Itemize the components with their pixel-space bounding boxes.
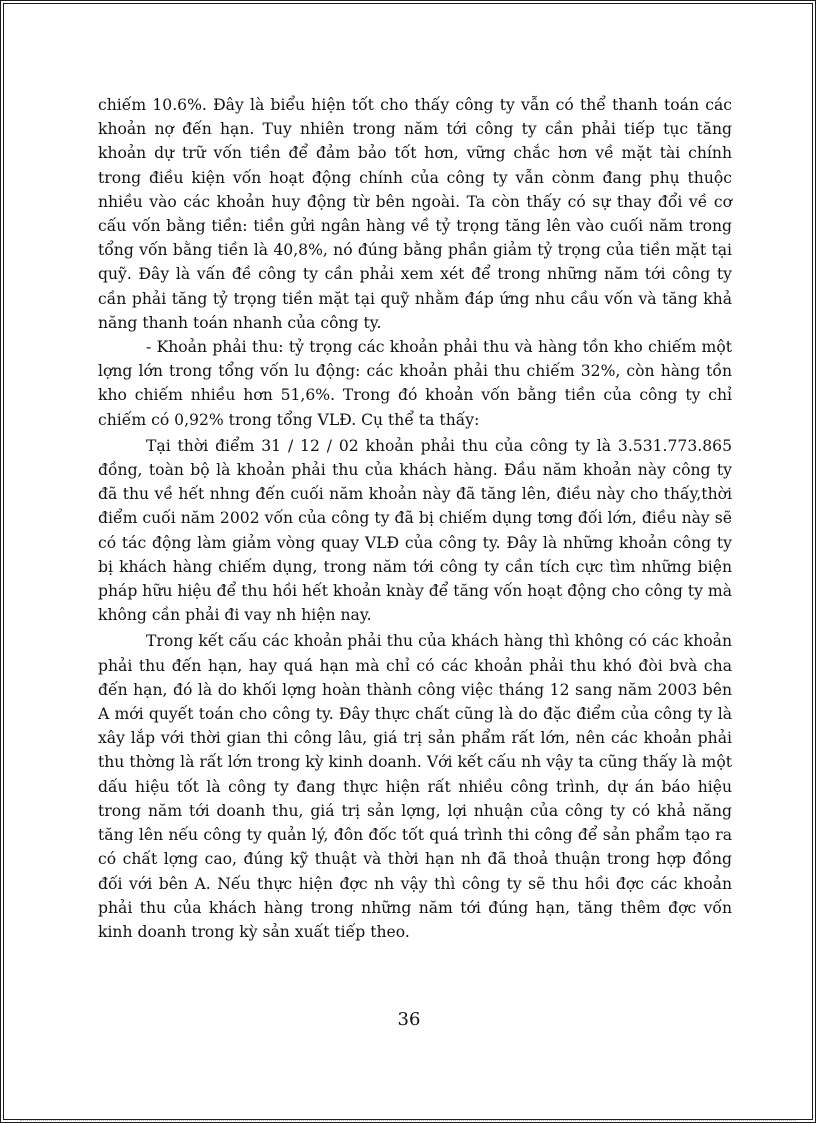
- paragraph-2: - Khoản phải thu: tỷ trọng các khoản phải thu và hàng tồn kho chiếm một lợng lớn trong tổng vốn lu động: các khoản phải thu chiếm 32%, còn hàng tồn kho chiếm nhiều hơn 51,6%. Trong đó khoản vốn bằng tiền của công ty chỉ chiếm có 0,92% trong tổng VLĐ. Cụ thể ta thấy:: [98, 338, 732, 429]
- bottom-divider: [20, 1120, 796, 1121]
- paragraph-4: Trong kết cấu các khoản phải thu của khách hàng thì không có các khoản phải thu đến hạn, hay quá hạn mà chỉ có các khoản phải thu khó đòi bvà cha đến hạn, đó là do khối lợng hoàn thành công việc tháng 12 sang năm 2003 bên A mới quyết toán cho công ty. Đây thực chất cũng là do đặc điểm của công ty là xây lắp với thời gian thi công lâu, giá trị sản phẩm rất lớn, nên các khoản phải thu thờng là rất lớn trong kỳ kinh doanh. Với kết cấu nh vậy ta cũng thấy là một dấu hiệu tốt là công ty đang thực hiện rất nhiều công trình, dự án báo hiệu trong năm tới doanh thu, giá trị sản lợng, lợi nhuận của công ty có khả năng tăng lên nếu công ty quản lý, đôn đốc tốt quá trình thi công để sản phẩm tạo ra có chất lợng cao, đúng kỹ thuật và thời hạn nh đã thoả thuận trong hợp đồng đối với bên A. Nếu thực hiện đợc nh vậy thì công ty sẽ thu hồi đợc các khoản phải thu của khách hàng trong những năm tới đúng hạn, tăng thêm đợc vốn kinh doanh trong kỳ sản xuất tiếp theo.: [98, 632, 732, 941]
- page-number: 36: [397, 1009, 421, 1030]
- paragraph-1: chiếm 10.6%. Đây là biểu hiện tốt cho thấy công ty vẫn có thể thanh toán các khoản nợ đến hạn. Tuy nhiên trong năm tới công ty cần phải tiếp tục tăng khoản dự trữ vốn tiền để đảm bảo tốt hơn, vững chắc hơn về mặt tài chính trong điều kiện vốn hoạt động chính của công ty vẫn cònm đang phụ thuộc nhiều vào các khoản huy động từ bên ngoài. Ta còn thấy có sự thay đổi về cơ cấu vốn bằng tiền: tiền gửi ngân hàng về tỷ trọng tăng lên vào cuối năm trong tổng vốn bằng tiền là 40,8%, nó đúng bằng phần giảm tỷ trọng của tiền mặt tại quỹ. Đây là vấn đề công ty cần phải xem xét để trong những năm tới công ty cần phải tăng tỷ trọng tiền mặt tại quỹ nhằm đáp ứng nhu cầu vốn và tăng khả năng thanh toán nhanh của công ty.: [98, 96, 732, 332]
- paragraph-3: Tại thời điểm 31 / 12 / 02 khoản phải thu của công ty là 3.531.773.865 đồng, toàn bộ là khoản phải thu của khách hàng. Đầu năm khoản này công ty đã thu về hết nhng đến cuối năm khoản này đã tăng lên, điều này cho thấy,thời điểm cuối năm 2002 vốn của công ty đã bị chiếm dụng tơng đối lớn, điều này sẽ có tác động làm giảm vòng quay VLĐ của công ty. Đây là những khoản công ty bị khách hàng chiếm dụng, trong năm tới công ty cần tích cực tìm những biện pháp hữu hiệu để thu hồi hết khoản knày để tăng vốn hoạt động cho công ty mà không cần phải đi vay nh hiện nay.: [98, 436, 732, 625]
- document-body: [98, 93, 732, 944]
